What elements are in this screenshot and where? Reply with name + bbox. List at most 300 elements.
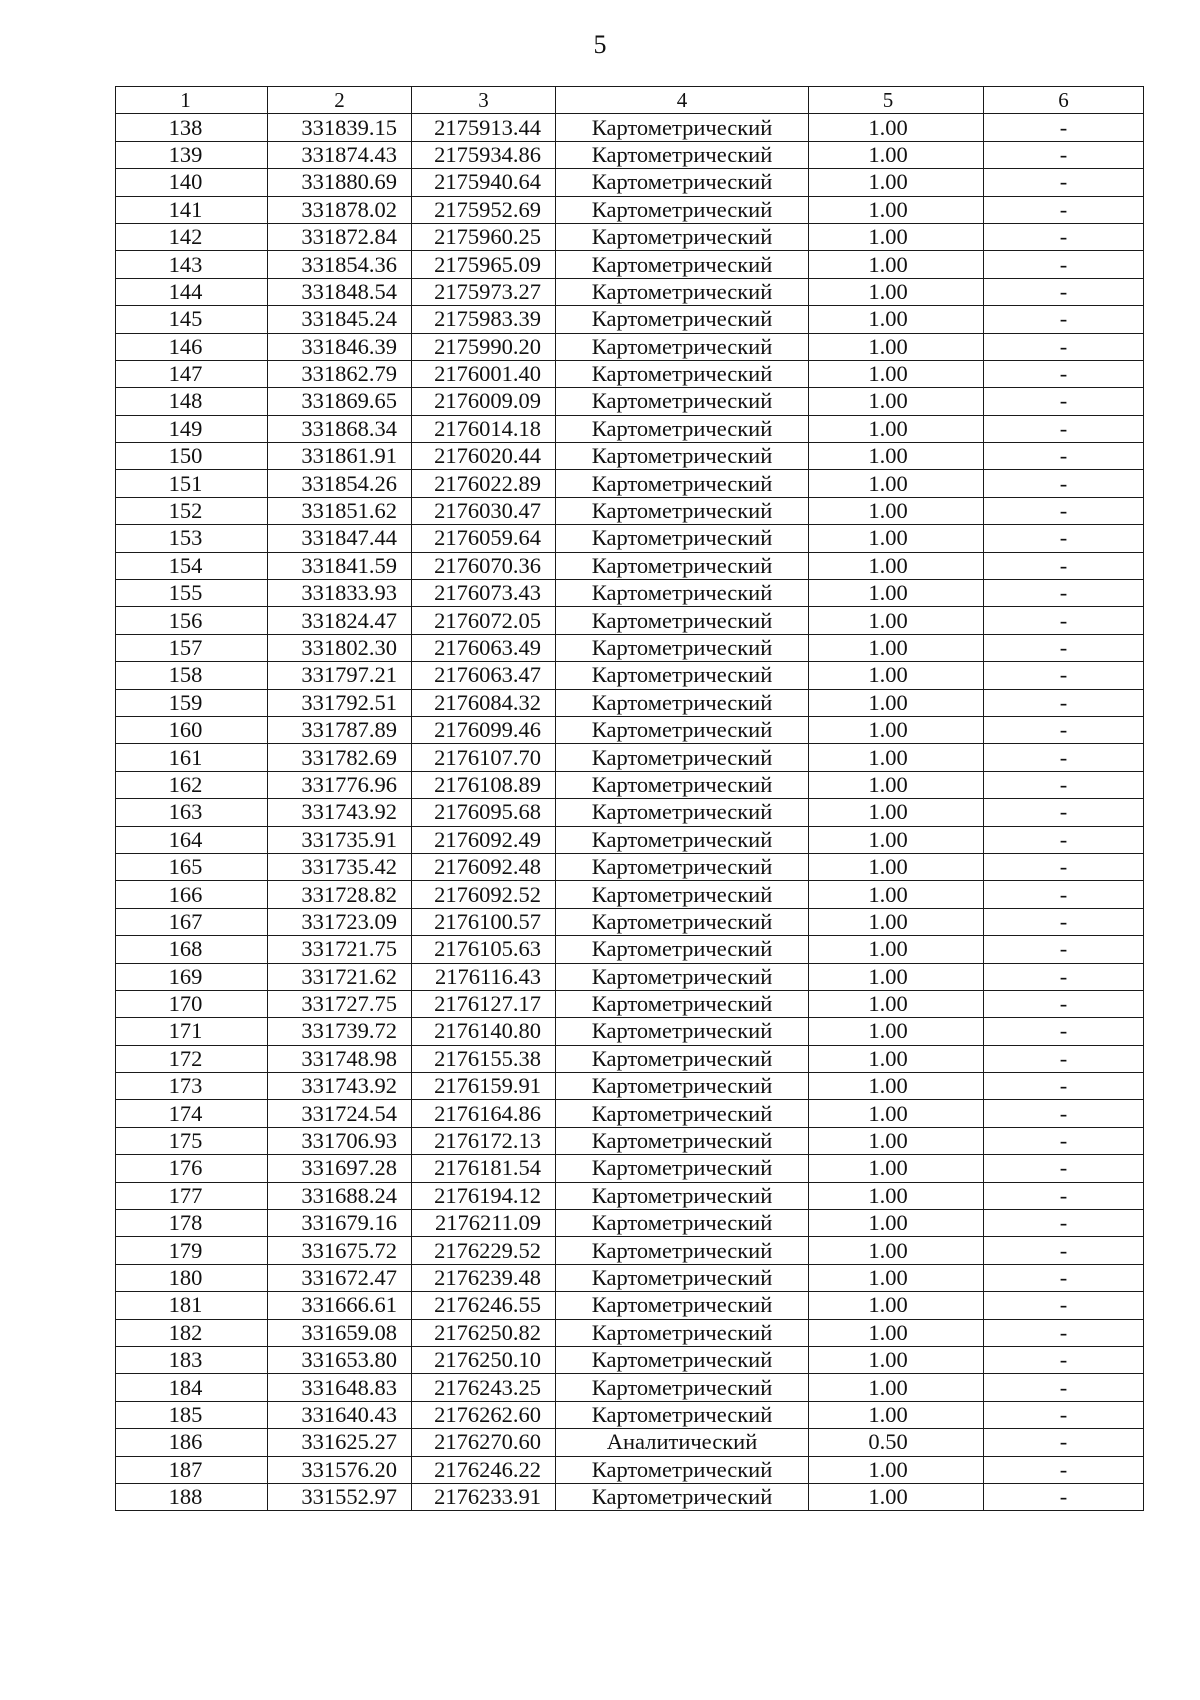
header-cell-1: 1 <box>116 87 268 114</box>
accuracy-cell: 0.50 <box>809 1429 984 1456</box>
point-number-cell: 144 <box>116 278 268 305</box>
page-number: 5 <box>593 30 607 59</box>
method-cell: Картометрический <box>556 607 809 634</box>
x-coordinate-cell: 331648.83 <box>268 1374 412 1401</box>
accuracy-cell: 1.00 <box>809 853 984 880</box>
x-coordinate-cell: 331675.72 <box>268 1237 412 1264</box>
note-cell: - <box>984 497 1144 524</box>
note-cell: - <box>984 114 1144 141</box>
point-number-cell: 153 <box>116 525 268 552</box>
method-cell: Картометрический <box>556 716 809 743</box>
x-coordinate-cell: 331679.16 <box>268 1210 412 1237</box>
accuracy-cell: 1.00 <box>809 333 984 360</box>
note-cell: - <box>984 1237 1144 1264</box>
y-coordinate-cell: 2176022.89 <box>412 470 556 497</box>
method-cell: Картометрический <box>556 826 809 853</box>
x-coordinate-cell: 331833.93 <box>268 580 412 607</box>
point-number-cell: 157 <box>116 634 268 661</box>
table-row <box>116 552 1144 579</box>
y-coordinate-cell: 2176194.12 <box>412 1182 556 1209</box>
table-row <box>116 607 1144 634</box>
x-coordinate-cell: 331688.24 <box>268 1182 412 1209</box>
method-cell: Картометрический <box>556 1127 809 1154</box>
x-coordinate-cell: 331735.42 <box>268 853 412 880</box>
y-coordinate-cell: 2176250.82 <box>412 1319 556 1346</box>
point-number-cell: 140 <box>116 169 268 196</box>
y-coordinate-cell: 2176059.64 <box>412 525 556 552</box>
accuracy-cell: 1.00 <box>809 169 984 196</box>
note-cell: - <box>984 1155 1144 1182</box>
table-row <box>116 662 1144 689</box>
table-row <box>116 1155 1144 1182</box>
table-row <box>116 114 1144 141</box>
y-coordinate-cell: 2175940.64 <box>412 169 556 196</box>
note-cell: - <box>984 826 1144 853</box>
note-cell: - <box>984 771 1144 798</box>
point-number-cell: 158 <box>116 662 268 689</box>
method-cell: Картометрический <box>556 1237 809 1264</box>
x-coordinate-cell: 331846.39 <box>268 333 412 360</box>
note-cell: - <box>984 1401 1144 1428</box>
x-coordinate-cell: 331854.36 <box>268 251 412 278</box>
note-cell: - <box>984 141 1144 168</box>
point-number-cell: 155 <box>116 580 268 607</box>
x-coordinate-cell: 331666.61 <box>268 1292 412 1319</box>
x-coordinate-cell: 331841.59 <box>268 552 412 579</box>
point-number-cell: 177 <box>116 1182 268 1209</box>
point-number-cell: 138 <box>116 114 268 141</box>
y-coordinate-cell: 2176063.49 <box>412 634 556 661</box>
y-coordinate-cell: 2176164.86 <box>412 1100 556 1127</box>
table-row <box>116 333 1144 360</box>
y-coordinate-cell: 2175990.20 <box>412 333 556 360</box>
table-row <box>116 306 1144 333</box>
point-number-cell: 176 <box>116 1155 268 1182</box>
x-coordinate-cell: 331880.69 <box>268 169 412 196</box>
y-coordinate-cell: 2176070.36 <box>412 552 556 579</box>
method-cell: Картометрический <box>556 1018 809 1045</box>
y-coordinate-cell: 2175973.27 <box>412 278 556 305</box>
note-cell: - <box>984 634 1144 661</box>
y-coordinate-cell: 2176108.89 <box>412 771 556 798</box>
y-coordinate-cell: 2176084.32 <box>412 689 556 716</box>
table-row <box>116 799 1144 826</box>
x-coordinate-cell: 331697.28 <box>268 1155 412 1182</box>
x-coordinate-cell: 331724.54 <box>268 1100 412 1127</box>
point-number-cell: 165 <box>116 853 268 880</box>
table-row <box>116 1264 1144 1291</box>
method-cell: Картометрический <box>556 580 809 607</box>
accuracy-cell: 1.00 <box>809 908 984 935</box>
y-coordinate-cell: 2176243.25 <box>412 1374 556 1401</box>
method-cell: Картометрический <box>556 278 809 305</box>
note-cell: - <box>984 1073 1144 1100</box>
table-row <box>116 141 1144 168</box>
y-coordinate-cell: 2176233.91 <box>412 1483 556 1510</box>
note-cell: - <box>984 470 1144 497</box>
method-cell: Картометрический <box>556 223 809 250</box>
note-cell: - <box>984 388 1144 415</box>
note-cell: - <box>984 908 1144 935</box>
method-cell: Картометрический <box>556 689 809 716</box>
point-number-cell: 151 <box>116 470 268 497</box>
y-coordinate-cell: 2176270.60 <box>412 1429 556 1456</box>
table-row <box>116 415 1144 442</box>
table-row <box>116 1127 1144 1154</box>
table-row <box>116 1456 1144 1483</box>
y-coordinate-cell: 2176105.63 <box>412 936 556 963</box>
accuracy-cell: 1.00 <box>809 278 984 305</box>
point-number-cell: 168 <box>116 936 268 963</box>
method-cell: Картометрический <box>556 936 809 963</box>
note-cell: - <box>984 1210 1144 1237</box>
note-cell: - <box>984 251 1144 278</box>
method-cell: Картометрический <box>556 497 809 524</box>
accuracy-cell: 1.00 <box>809 1483 984 1510</box>
x-coordinate-cell: 331640.43 <box>268 1401 412 1428</box>
x-coordinate-cell: 331851.62 <box>268 497 412 524</box>
accuracy-cell: 1.00 <box>809 196 984 223</box>
point-number-cell: 162 <box>116 771 268 798</box>
y-coordinate-cell: 2176092.48 <box>412 853 556 880</box>
table-row <box>116 470 1144 497</box>
method-cell: Картометрический <box>556 662 809 689</box>
note-cell: - <box>984 580 1144 607</box>
point-number-cell: 180 <box>116 1264 268 1291</box>
method-cell: Картометрический <box>556 333 809 360</box>
note-cell: - <box>984 169 1144 196</box>
point-number-cell: 182 <box>116 1319 268 1346</box>
x-coordinate-cell: 331868.34 <box>268 415 412 442</box>
y-coordinate-cell: 2176009.09 <box>412 388 556 415</box>
table-row <box>116 1237 1144 1264</box>
note-cell: - <box>984 1100 1144 1127</box>
table-row <box>116 689 1144 716</box>
accuracy-cell: 1.00 <box>809 1127 984 1154</box>
table-row <box>116 169 1144 196</box>
table-row <box>116 196 1144 223</box>
accuracy-cell: 1.00 <box>809 936 984 963</box>
method-cell: Картометрический <box>556 415 809 442</box>
note-cell: - <box>984 443 1144 470</box>
method-cell: Картометрический <box>556 141 809 168</box>
y-coordinate-cell: 2176116.43 <box>412 963 556 990</box>
header-cell-2: 2 <box>268 87 412 114</box>
accuracy-cell: 1.00 <box>809 1264 984 1291</box>
note-cell: - <box>984 799 1144 826</box>
x-coordinate-cell: 331839.15 <box>268 114 412 141</box>
note-cell: - <box>984 936 1144 963</box>
note-cell: - <box>984 662 1144 689</box>
point-number-cell: 183 <box>116 1346 268 1373</box>
x-coordinate-cell: 331782.69 <box>268 744 412 771</box>
accuracy-cell: 1.00 <box>809 1374 984 1401</box>
table-row <box>116 223 1144 250</box>
point-number-cell: 172 <box>116 1045 268 1072</box>
note-cell: - <box>984 689 1144 716</box>
method-cell: Картометрический <box>556 1401 809 1428</box>
y-coordinate-cell: 2175952.69 <box>412 196 556 223</box>
y-coordinate-cell: 2176246.22 <box>412 1456 556 1483</box>
y-coordinate-cell: 2176211.09 <box>412 1210 556 1237</box>
note-cell: - <box>984 1483 1144 1510</box>
table-row <box>116 853 1144 880</box>
point-number-cell: 146 <box>116 333 268 360</box>
method-cell: Картометрический <box>556 1346 809 1373</box>
accuracy-cell: 1.00 <box>809 388 984 415</box>
x-coordinate-cell: 331874.43 <box>268 141 412 168</box>
method-cell: Картометрический <box>556 1100 809 1127</box>
point-number-cell: 178 <box>116 1210 268 1237</box>
point-number-cell: 186 <box>116 1429 268 1456</box>
y-coordinate-cell: 2175965.09 <box>412 251 556 278</box>
method-cell: Картометрический <box>556 360 809 387</box>
note-cell: - <box>984 1346 1144 1373</box>
note-cell: - <box>984 196 1144 223</box>
table-row <box>116 634 1144 661</box>
table-header-row <box>116 87 1144 114</box>
point-number-cell: 143 <box>116 251 268 278</box>
accuracy-cell: 1.00 <box>809 881 984 908</box>
table-row <box>116 1292 1144 1319</box>
method-cell: Картометрический <box>556 1155 809 1182</box>
note-cell: - <box>984 963 1144 990</box>
point-number-cell: 163 <box>116 799 268 826</box>
y-coordinate-cell: 2175983.39 <box>412 306 556 333</box>
x-coordinate-cell: 331824.47 <box>268 607 412 634</box>
accuracy-cell: 1.00 <box>809 580 984 607</box>
method-cell: Картометрический <box>556 1073 809 1100</box>
accuracy-cell: 1.00 <box>809 662 984 689</box>
method-cell: Картометрический <box>556 771 809 798</box>
point-number-cell: 173 <box>116 1073 268 1100</box>
table-row <box>116 525 1144 552</box>
note-cell: - <box>984 1456 1144 1483</box>
x-coordinate-cell: 331862.79 <box>268 360 412 387</box>
coordinates-table <box>115 86 1144 1511</box>
note-cell: - <box>984 744 1144 771</box>
table-row <box>116 580 1144 607</box>
x-coordinate-cell: 331625.27 <box>268 1429 412 1456</box>
point-number-cell: 170 <box>116 990 268 1017</box>
point-number-cell: 161 <box>116 744 268 771</box>
accuracy-cell: 1.00 <box>809 1155 984 1182</box>
method-cell: Картометрический <box>556 169 809 196</box>
x-coordinate-cell: 331739.72 <box>268 1018 412 1045</box>
x-coordinate-cell: 331802.30 <box>268 634 412 661</box>
y-coordinate-cell: 2176063.47 <box>412 662 556 689</box>
accuracy-cell: 1.00 <box>809 1073 984 1100</box>
y-coordinate-cell: 2176100.57 <box>412 908 556 935</box>
table-row <box>116 1100 1144 1127</box>
method-cell: Картометрический <box>556 853 809 880</box>
method-cell: Картометрический <box>556 552 809 579</box>
x-coordinate-cell: 331854.26 <box>268 470 412 497</box>
x-coordinate-cell: 331748.98 <box>268 1045 412 1072</box>
point-number-cell: 150 <box>116 443 268 470</box>
x-coordinate-cell: 331743.92 <box>268 1073 412 1100</box>
point-number-cell: 164 <box>116 826 268 853</box>
accuracy-cell: 1.00 <box>809 114 984 141</box>
table-row <box>116 936 1144 963</box>
table-row <box>116 443 1144 470</box>
table-row <box>116 1401 1144 1428</box>
y-coordinate-cell: 2176250.10 <box>412 1346 556 1373</box>
x-coordinate-cell: 331861.91 <box>268 443 412 470</box>
method-cell: Картометрический <box>556 908 809 935</box>
y-coordinate-cell: 2176262.60 <box>412 1401 556 1428</box>
table-row <box>116 251 1144 278</box>
x-coordinate-cell: 331721.62 <box>268 963 412 990</box>
accuracy-cell: 1.00 <box>809 1292 984 1319</box>
accuracy-cell: 1.00 <box>809 990 984 1017</box>
table-row <box>116 278 1144 305</box>
y-coordinate-cell: 2176127.17 <box>412 990 556 1017</box>
accuracy-cell: 1.00 <box>809 552 984 579</box>
point-number-cell: 175 <box>116 1127 268 1154</box>
note-cell: - <box>984 1127 1144 1154</box>
point-number-cell: 169 <box>116 963 268 990</box>
method-cell: Картометрический <box>556 799 809 826</box>
table-row <box>116 826 1144 853</box>
x-coordinate-cell: 331797.21 <box>268 662 412 689</box>
note-cell: - <box>984 333 1144 360</box>
point-number-cell: 152 <box>116 497 268 524</box>
x-coordinate-cell: 331721.75 <box>268 936 412 963</box>
point-number-cell: 141 <box>116 196 268 223</box>
method-cell: Картометрический <box>556 1182 809 1209</box>
method-cell: Картометрический <box>556 744 809 771</box>
accuracy-cell: 1.00 <box>809 1346 984 1373</box>
accuracy-cell: 1.00 <box>809 360 984 387</box>
table-row <box>116 744 1144 771</box>
y-coordinate-cell: 2176092.49 <box>412 826 556 853</box>
note-cell: - <box>984 716 1144 743</box>
y-coordinate-cell: 2175960.25 <box>412 223 556 250</box>
x-coordinate-cell: 331845.24 <box>268 306 412 333</box>
x-coordinate-cell: 331735.91 <box>268 826 412 853</box>
note-cell: - <box>984 1374 1144 1401</box>
method-cell: Картометрический <box>556 634 809 661</box>
point-number-cell: 188 <box>116 1483 268 1510</box>
accuracy-cell: 1.00 <box>809 744 984 771</box>
table-row <box>116 360 1144 387</box>
table-row <box>116 1319 1144 1346</box>
y-coordinate-cell: 2176072.05 <box>412 607 556 634</box>
table-row <box>116 1210 1144 1237</box>
note-cell: - <box>984 1429 1144 1456</box>
point-number-cell: 147 <box>116 360 268 387</box>
table-row <box>116 881 1144 908</box>
accuracy-cell: 1.00 <box>809 223 984 250</box>
y-coordinate-cell: 2176020.44 <box>412 443 556 470</box>
y-coordinate-cell: 2176073.43 <box>412 580 556 607</box>
y-coordinate-cell: 2176229.52 <box>412 1237 556 1264</box>
point-number-cell: 145 <box>116 306 268 333</box>
x-coordinate-cell: 331776.96 <box>268 771 412 798</box>
y-coordinate-cell: 2176092.52 <box>412 881 556 908</box>
accuracy-cell: 1.00 <box>809 141 984 168</box>
y-coordinate-cell: 2176181.54 <box>412 1155 556 1182</box>
x-coordinate-cell: 331659.08 <box>268 1319 412 1346</box>
x-coordinate-cell: 331653.80 <box>268 1346 412 1373</box>
table-row <box>116 1018 1144 1045</box>
method-cell: Картометрический <box>556 443 809 470</box>
y-coordinate-cell: 2176099.46 <box>412 716 556 743</box>
accuracy-cell: 1.00 <box>809 415 984 442</box>
accuracy-cell: 1.00 <box>809 1319 984 1346</box>
x-coordinate-cell: 331872.84 <box>268 223 412 250</box>
note-cell: - <box>984 223 1144 250</box>
table-row <box>116 1429 1144 1456</box>
note-cell: - <box>984 306 1144 333</box>
accuracy-cell: 1.00 <box>809 1018 984 1045</box>
x-coordinate-cell: 331727.75 <box>268 990 412 1017</box>
table-row <box>116 1073 1144 1100</box>
accuracy-cell: 1.00 <box>809 716 984 743</box>
x-coordinate-cell: 331743.92 <box>268 799 412 826</box>
point-number-cell: 167 <box>116 908 268 935</box>
method-cell: Картометрический <box>556 114 809 141</box>
note-cell: - <box>984 552 1144 579</box>
x-coordinate-cell: 331847.44 <box>268 525 412 552</box>
point-number-cell: 166 <box>116 881 268 908</box>
y-coordinate-cell: 2175934.86 <box>412 141 556 168</box>
accuracy-cell: 1.00 <box>809 771 984 798</box>
point-number-cell: 171 <box>116 1018 268 1045</box>
note-cell: - <box>984 525 1144 552</box>
accuracy-cell: 1.00 <box>809 1401 984 1428</box>
note-cell: - <box>984 1292 1144 1319</box>
note-cell: - <box>984 415 1144 442</box>
point-number-cell: 159 <box>116 689 268 716</box>
method-cell: Картометрический <box>556 470 809 497</box>
header-cell-6: 6 <box>984 87 1144 114</box>
x-coordinate-cell: 331869.65 <box>268 388 412 415</box>
point-number-cell: 174 <box>116 1100 268 1127</box>
note-cell: - <box>984 278 1144 305</box>
method-cell: Картометрический <box>556 881 809 908</box>
accuracy-cell: 1.00 <box>809 1456 984 1483</box>
y-coordinate-cell: 2176155.38 <box>412 1045 556 1072</box>
header-cell-3: 3 <box>412 87 556 114</box>
accuracy-cell: 1.00 <box>809 607 984 634</box>
method-cell: Картометрический <box>556 306 809 333</box>
accuracy-cell: 1.00 <box>809 497 984 524</box>
point-number-cell: 185 <box>116 1401 268 1428</box>
accuracy-cell: 1.00 <box>809 1210 984 1237</box>
point-number-cell: 179 <box>116 1237 268 1264</box>
note-cell: - <box>984 853 1144 880</box>
accuracy-cell: 1.00 <box>809 1100 984 1127</box>
table-row <box>116 771 1144 798</box>
x-coordinate-cell: 331787.89 <box>268 716 412 743</box>
note-cell: - <box>984 360 1144 387</box>
x-coordinate-cell: 331672.47 <box>268 1264 412 1291</box>
point-number-cell: 160 <box>116 716 268 743</box>
table-body <box>116 87 1144 1511</box>
header-cell-5: 5 <box>809 87 984 114</box>
x-coordinate-cell: 331878.02 <box>268 196 412 223</box>
note-cell: - <box>984 607 1144 634</box>
point-number-cell: 184 <box>116 1374 268 1401</box>
note-cell: - <box>984 1045 1144 1072</box>
method-cell: Картометрический <box>556 1045 809 1072</box>
accuracy-cell: 1.00 <box>809 689 984 716</box>
method-cell: Картометрический <box>556 1264 809 1291</box>
x-coordinate-cell: 331848.54 <box>268 278 412 305</box>
y-coordinate-cell: 2176030.47 <box>412 497 556 524</box>
